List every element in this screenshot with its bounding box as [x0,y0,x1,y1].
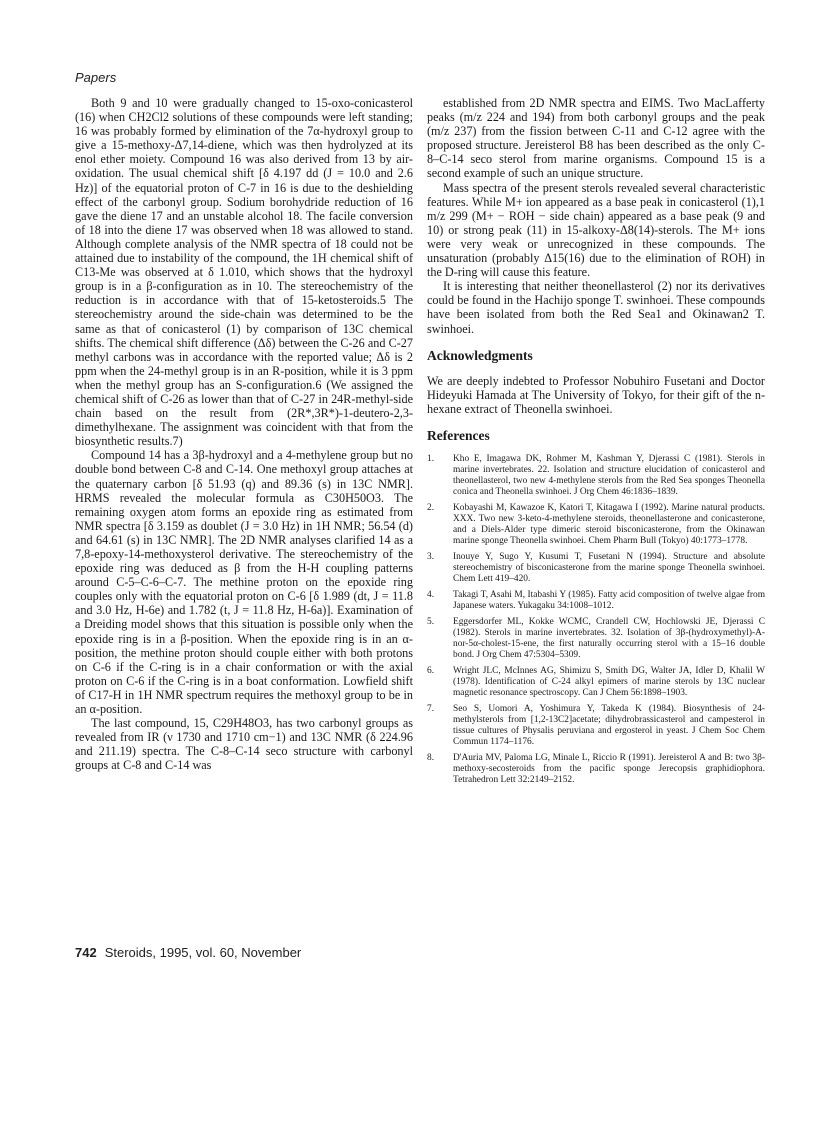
reference-text: Takagi T, Asahi M, Itabashi Y (1985). Fatty acid composition of twelve algae from Japanese waters. Yukagaku 34:1008–1012. [453,589,765,611]
right-column [427,96,765,791]
reference-item [427,753,765,786]
reference-number: 5. [427,616,435,627]
reference-text: Eggersdorfer ML, Kokke WCMC, Crandell CW, Hochlowski JE, Djerassi C (1982). Sterols in marine invertebrates. 32. Isolation of 3β-(hydroxymethyl)-A-nor-5α-cholest-15-ene, the first naturally occurring sterol with a 15–16 double bond. J Org Chem 47:5304–5309. [453,616,765,660]
acknowledgments-heading: Acknowledgments [427,347,533,363]
section-label: Papers [75,70,117,85]
reference-item [427,552,765,585]
reference-text: D'Auria MV, Paloma LG, Minale L, Riccio R (1991). Jereisterol A and B: two 3β-methoxy-secosteroids from the pacific sponge Jerecopsis graphidiophora. Tetrahedron Lett 32:2149–2152. [453,752,765,785]
body-paragraph: Mass spectra of the present sterols revealed several characteristic features. While M+ ion appeared as a base peak in conicasterol (1),1 m/z 299 (M+ − ROH − side chain) appeared as a base peak (9 and 10) or strong peak (11) in 15-alkoxy-Δ8(14)-sterols. The M+ ions were very weak or unrecognized in these compounds. The unsaturation (probably Δ15(16) due to the elimination of ROH) in the D-ring will cause this feature. [427,180,765,280]
journal-citation: Steroids, 1995, vol. 60, November [104,945,302,960]
body-paragraph: Both 9 and 10 were gradually changed to 15-oxo-conicasterol (16) when CH2Cl2 solutions of these compounds were left standing; 16 was probably formed by elimination of the 7α-hydroxyl group to give a 15-methoxy-Δ7,14-diene, which was then hydrolyzed at its enol ether moiety. Compound 16 was also derived from 13 by air-oxidation. The usual chemical shift [δ 4.197 dd (J = 10.0 and 2.6 Hz)] of the equatorial proton of C-7 in 16 is due to the deshielding effect of the carbonyl group. Sodium borohydride reduction of 16 gave the diene 17 and an unstable alcohol 18. The facile conversion of 18 into the diene 17 was observed when 18 was allowed to stand. Although complete analysis of the NMR spectra of 18 could not be attained due to instability of the compound, the 1H chemical shift of C13-Me was observed at δ 1.010, which shows that the hydroxyl group is in a β-configuration as in 10. The stereochemistry of the reduction is in accordance with that of 15-ketosteroids.5 The stereochemistry around the side-chain was determined to be the same as that of conicasterol (1) by comparison of 13C chemical shifts. The chemical shift difference (Δδ) between the C-26 and C-27 methyl carbons was in accordance with the reported value; Δδ is 2 ppm when the 24-methyl group is in an R-position, while it is 3 ppm when the methyl group has an S-configuration.6 (We assigned the chemical shift of C-26 as lower than that of C-27 in 24R-methyl-side chain based on the result from (2R*,3R*)-1-deutero-2,3-dimethylhexane. The assignment was coincident with that from the biosynthetic results.7) [75,96,413,449]
body-paragraph: Compound 14 has a 3β-hydroxyl and a 4-methylene group but no double bond between C-8 and C-14. One methoxyl group attaches at the quaternary carbon [δ 51.93 (q) and 89.36 (s) in 13C NMR]. HRMS revealed the molecular formula as C30H50O3. The remaining oxygen atom forms an epoxide ring as estimated from NMR spectra [δ 3.159 as doublet (J = 3.0 Hz) in 1H NMR; 56.54 (d) and 64.61 (s) in 13C NMR]. The 2D NMR analyses clarified 14 as a 7,8-epoxy-14-methoxysterol derivative. The stereochemistry of the epoxide ring was deduced as β from the H-H coupling patterns around C-5–C-6–C-7. The methine proton on the epoxide ring couples only with the equatorial proton on C-6 [δ 1.989 (dt, J = 11.8 and 3.0 Hz, H-6e) and 1.782 (t, J = 11.8 Hz, H-6a)]. Examination of a Dreiding model shows that this situation is possible only when the epoxide ring is in a β-position. When the epoxide ring is in an α-position, the methine proton should couple either with both protons on C-6 if the C-ring is in a chair conformation or with the axial proton on C-6 if the C-ring is in a boat conformation. Lowfield shift of C17-H in 1H NMR spectrum requires the methoxyl group to be in an α-position. [75,448,413,717]
page-footer [75,945,301,960]
reference-text: Inouye Y, Sugo Y, Kusumi T, Fusetani N (1994). Structure and absolute stereochemistry of bisconicasterone from the marine sponge Theonella swinhoei. Chem Lett 419–420. [453,551,765,584]
reference-number: 6. [427,665,435,676]
reference-item [427,590,765,612]
reference-item [427,454,765,498]
acknowledgments-text: We are deeply indebted to Professor Nobuhiro Fusetani and Doctor Hideyuki Hamada at The University of Tokyo, for their gift of the n-hexane extract of Theonella swinhoei. [427,373,765,416]
reference-number: 3. [427,551,435,562]
reference-item [427,666,765,699]
reference-number: 7. [427,703,435,714]
reference-number: 4. [427,589,435,600]
reference-number: 2. [427,502,435,513]
references-heading: References [427,427,490,443]
body-paragraph: The last compound, 15, C29H48O3, has two carbonyl groups as revealed from IR (ν 1730 and 1710 cm−1) and 13C NMR (δ 224.96 and 211.19) spectra. The C-8–C-14 seco structure with carbonyl groups at C-8 and C-14 was [75,716,413,773]
reference-list [427,454,765,786]
reference-text: Kobayashi M, Kawazoe K, Katori T, Kitagawa I (1992). Marine natural products. XXX. Two new 3-keto-4-methylene steroids, theonellasterone and conicasterone, and a Diels-Alder type dimeric steroid bisconicasterone, from the Okinawan marine sponge Theonella swinhoei. Chem Pharm Bull (Tokyo) 40:1773–1778. [453,502,765,546]
reference-number: 8. [427,752,435,763]
body-paragraph: It is interesting that neither theonellasterol (2) nor its derivatives could be found in the Hachijo sponge T. swinhoei. These compounds have been isolated from both the Red Sea1 and Okinawan2 T. swinhoei. [427,279,765,336]
reference-item [427,503,765,547]
left-column [75,96,413,773]
reference-number: 1. [427,453,435,464]
body-paragraph: established from 2D NMR spectra and EIMS. Two MacLafferty peaks (m/z 224 and 194) from both carbonyl groups and the peak (m/z 237) from the fission between C-11 and C-12 agree with the proposed structure. Jereisterol B8 has been described as the only C-8–C-14 seco sterol from marine organisms. Compound 15 is a second example of such an unique structure. [427,96,765,181]
reference-text: Kho E, Imagawa DK, Rohmer M, Kashman Y, Djerassi C (1981). Sterols in marine invertebrates. 22. Isolation and structure elucidation of conicasterol and theonellasterol, two new 4-methylene sterols from the Red Sea sponges Theonella conica and Theonella swinhoei. J Org Chem 46:1836–1839. [453,453,765,497]
reference-item [427,617,765,661]
reference-text: Seo S, Uomori A, Yoshimura Y, Takeda K (1984). Biosynthesis of 24-methylsterols from [1,2-13C2]acetate; dihydrobrassicasterol and campesterol in tissue cultures of Physalis peruviana and ergosterol in yeast. J Chem Soc Chem Commun 1174–1176. [453,703,765,747]
reference-text: Wright JLC, McInnes AG, Shimizu S, Smith DG, Walter JA, Idler D, Khalil W (1978). Identification of C-24 alkyl epimers of marine sterols by 13C nuclear magnetic resonance spectroscopy. Can J Chem 56:1898–1903. [453,665,765,698]
reference-item [427,704,765,748]
page-number: 742 [75,945,97,960]
